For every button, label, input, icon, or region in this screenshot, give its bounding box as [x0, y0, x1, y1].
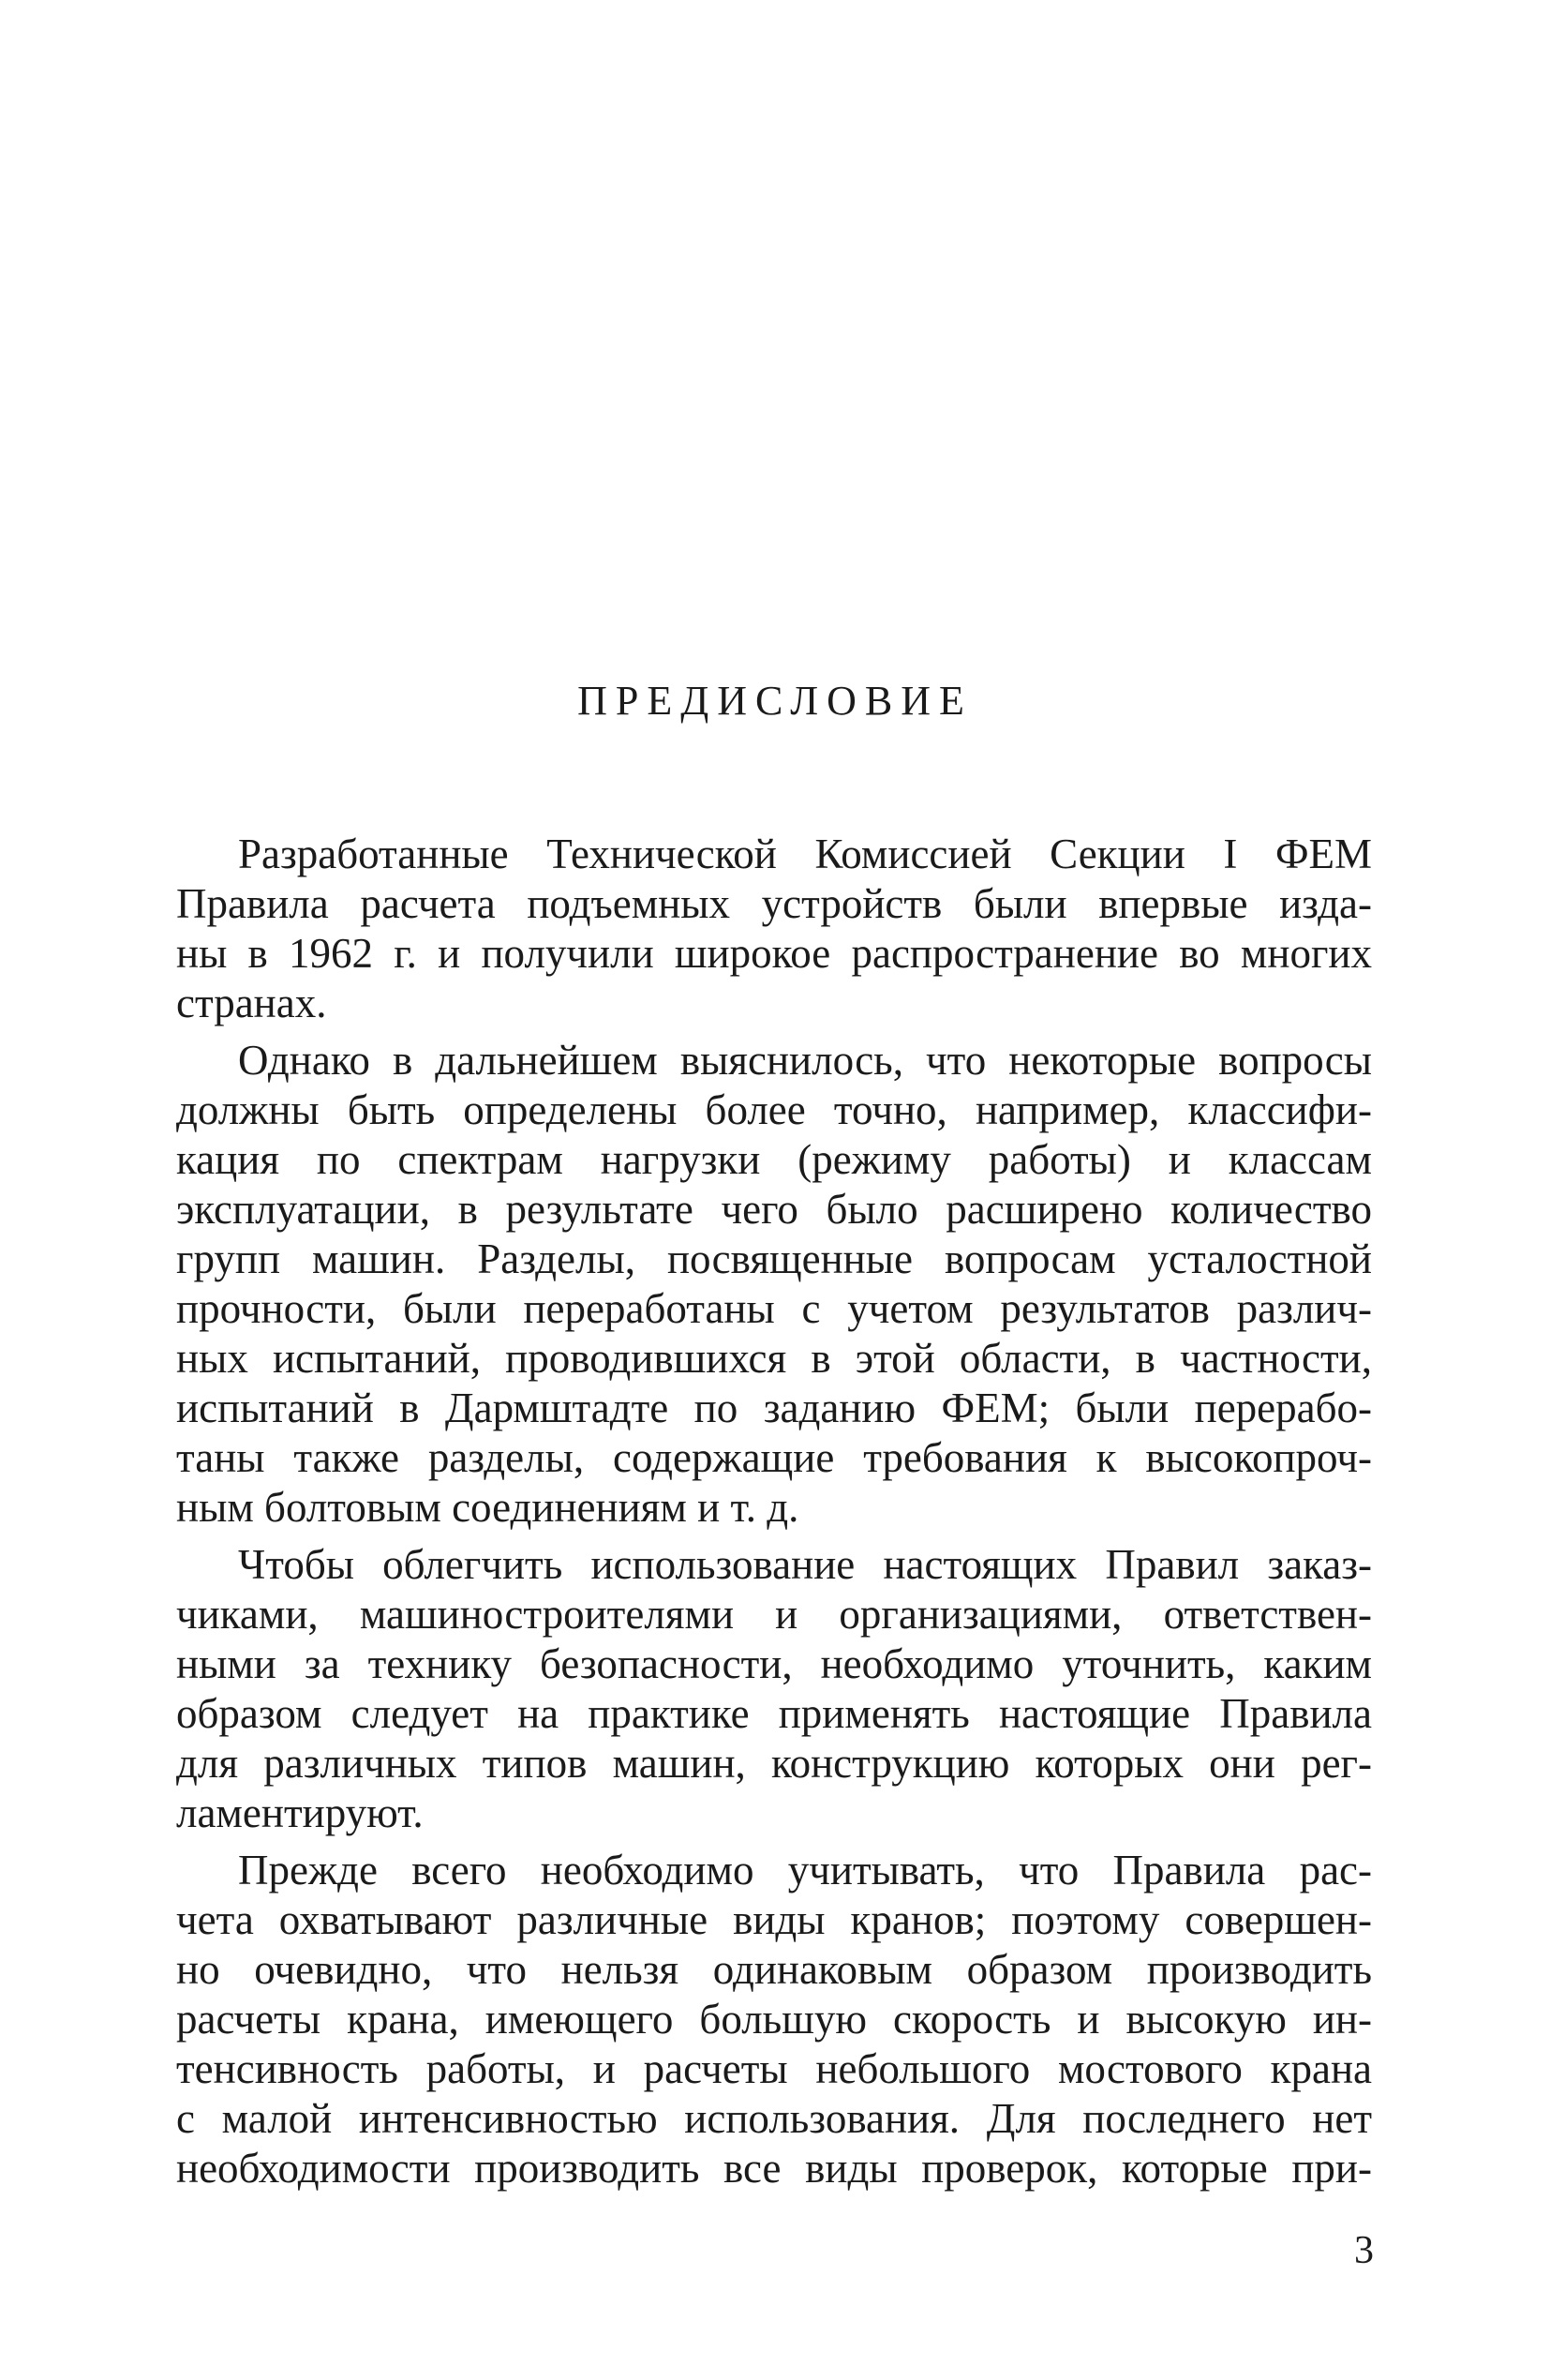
- text-line: Правила расчета подъемных устройств были впервые изда-: [176, 880, 1372, 927]
- text-line: ных испытаний, проводившихся в этой области, в частности,: [176, 1335, 1372, 1382]
- text-line: ламентируют.: [176, 1789, 424, 1836]
- paragraph-2: [176, 1036, 1372, 1533]
- paragraph-4: [176, 1846, 1372, 2193]
- page-number: 3: [1354, 2229, 1374, 2272]
- text-line: испытаний в Дармштадте по заданию ФЕМ; были перерабо-: [176, 1385, 1372, 1431]
- page-title: ПРЕДИСЛОВИЕ: [577, 678, 973, 724]
- text-line: необходимости производить все виды проверок, которые при-: [176, 2145, 1372, 2192]
- text-line: Чтобы облегчить использование настоящих Правил заказ-: [238, 1541, 1372, 1588]
- text-line: прочности, были переработаны с учетом результатов различ-: [176, 1285, 1372, 1332]
- paragraph-3: [176, 1540, 1372, 1838]
- text-line: с малой интенсивностью использования. Для последнего нет: [176, 2095, 1372, 2142]
- text-line: ными за технику безопасности, необходимо уточнить, каким: [176, 1640, 1372, 1687]
- text-line: чета охватывают различные виды кранов; поэтому совершен-: [176, 1896, 1372, 1943]
- text-line: ны в 1962 г. и получили широкое распространение во многих: [176, 930, 1372, 977]
- preface-body: [176, 830, 1372, 2201]
- text-line: но очевидно, что нельзя одинаковым образом производить: [176, 1946, 1372, 1993]
- text-line: Однако в дальнейшем выяснилось, что некоторые вопросы: [238, 1037, 1372, 1084]
- text-line: кация по спектрам нагрузки (режиму работы) и классам: [176, 1136, 1372, 1183]
- text-line: эксплуатации, в результате чего было расширено количество: [176, 1186, 1372, 1233]
- text-line: образом следует на практике применять настоящие Правила: [176, 1690, 1372, 1737]
- text-line: для различных типов машин, конструкцию которых они рег-: [176, 1740, 1372, 1787]
- text-line: таны также разделы, содержащие требования к высокопроч-: [176, 1434, 1372, 1481]
- text-line: странах.: [176, 980, 327, 1026]
- text-line: Прежде всего необходимо учитывать, что Правила рас-: [238, 1847, 1372, 1894]
- text-line: чиками, машиностроителями и организациями, ответствен-: [176, 1591, 1372, 1638]
- paragraph-1: [176, 830, 1372, 1028]
- text-line: Разработанные Технической Комиссией Секции I ФЕМ: [238, 831, 1372, 877]
- text-line: расчеты крана, имеющего большую скорость и высокую ин-: [176, 1996, 1372, 2043]
- text-line: ным болтовым соединениям и т. д.: [176, 1484, 799, 1531]
- text-line: групп машин. Разделы, посвященные вопросам усталостной: [176, 1235, 1372, 1282]
- text-line: должны быть определены более точно, например, классифи-: [176, 1086, 1372, 1133]
- text-line: тенсивность работы, и расчеты небольшого мостового крана: [176, 2045, 1372, 2092]
